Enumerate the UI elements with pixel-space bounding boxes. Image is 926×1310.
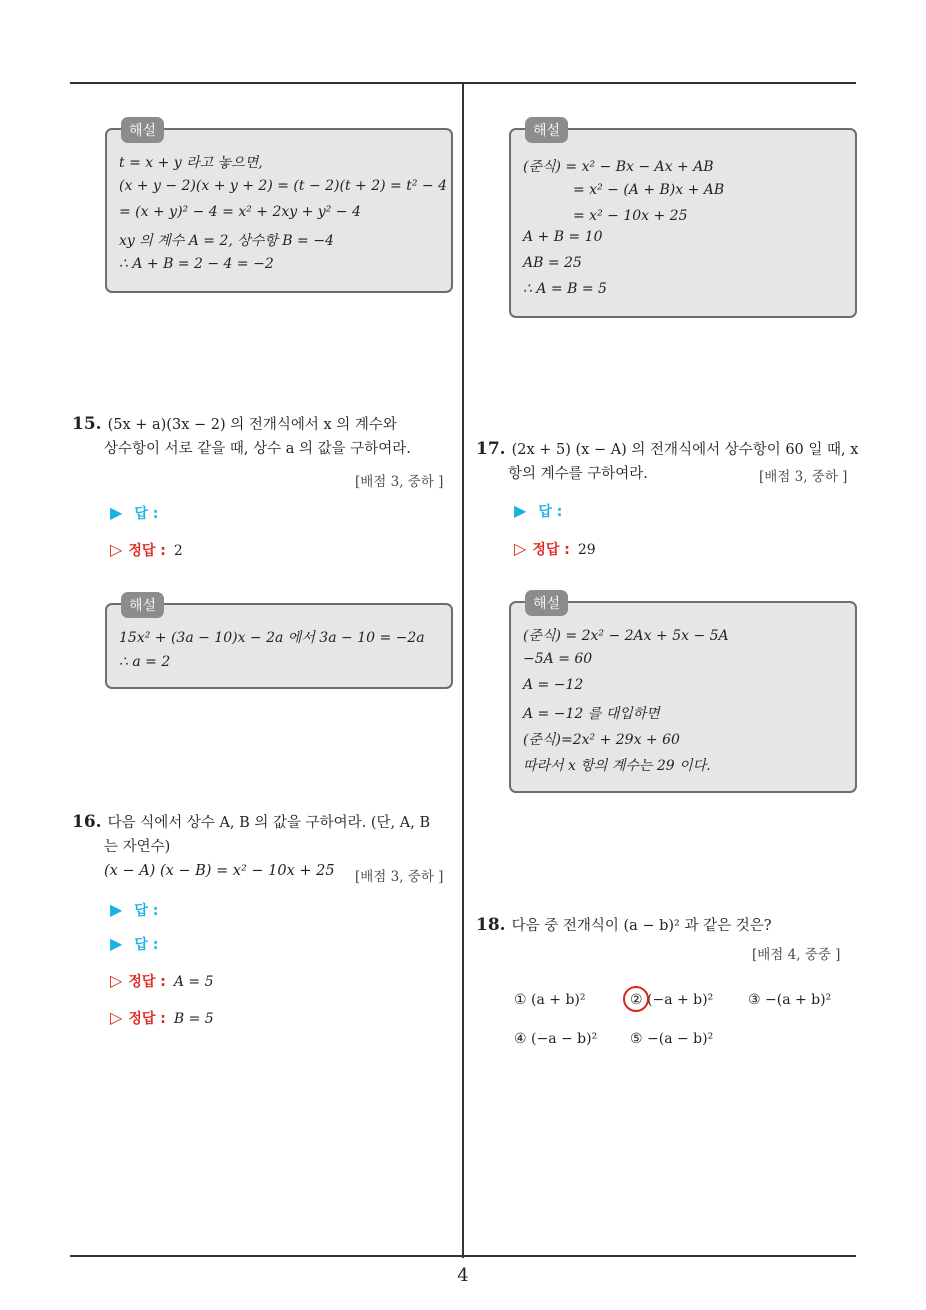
explanation-line: (x + y − 2)(x + y + 2) = (t − 2)(t + 2) = t² − 4 xyxy=(119,178,448,194)
score-label: [배점 3, 중하 ] xyxy=(759,469,848,485)
bottom-rule xyxy=(70,1255,856,1257)
explanation-line: A + B = 10 xyxy=(523,229,603,245)
answer-row[interactable] xyxy=(110,503,158,523)
choice-3[interactable]: ③ −(a + b)² xyxy=(748,992,832,1008)
play-arrow-icon: ▶ xyxy=(514,501,527,520)
play-arrow-icon: ▶ xyxy=(110,900,123,919)
question-text: 상수항이 서로 같을 때, 상수 a 의 값을 구하여라. xyxy=(104,441,411,457)
explanation-line: = x² − 10x + 25 xyxy=(573,208,688,224)
explanation-line: 15x² + (3a − 10)x − 2a 에서 3a − 10 = −2a xyxy=(119,630,425,646)
center-divider xyxy=(462,83,464,1258)
choice-2[interactable]: ② (−a + b)² xyxy=(630,992,714,1008)
explanation-line: t = x + y 라고 놓으면, xyxy=(119,155,263,171)
answer-row-a[interactable] xyxy=(110,900,158,920)
answer-row-b[interactable] xyxy=(110,934,158,954)
explanation-box-16 xyxy=(509,123,857,318)
correct-answer-row-b xyxy=(110,1008,214,1028)
question-number: 17. xyxy=(476,439,506,459)
explanation-line: A = −12 xyxy=(523,677,584,693)
explanation-box-17 xyxy=(509,596,857,793)
score-label: [배점 4, 중중 ] xyxy=(752,947,841,963)
play-arrow-icon: ▶ xyxy=(110,503,123,522)
correct-value: 2 xyxy=(173,543,183,559)
explanation-line: 따라서 x 항의 계수는 29 이다. xyxy=(523,758,711,774)
question-text: (5x + a)(3x − 2) 의 전개식에서 x 의 계수와 xyxy=(107,417,397,433)
question-18 xyxy=(476,913,866,938)
correct-value: B = 5 xyxy=(173,1011,214,1027)
correct-answer-row xyxy=(110,540,183,560)
explanation-tag: 해설 xyxy=(121,592,164,618)
explanation-tag: 해설 xyxy=(525,590,568,616)
explanation-box-14 xyxy=(105,123,453,293)
question-text: (2x + 5) (x − A) 의 전개식에서 상수항이 60 일 때, x xyxy=(511,442,859,458)
triangle-outline-icon: ▷ xyxy=(110,971,123,990)
correct-value: 29 xyxy=(577,542,596,558)
explanation-line: (준식)=2x² + 29x + 60 xyxy=(523,732,680,748)
answer-row[interactable] xyxy=(514,501,562,521)
choice-4[interactable]: ④ (−a − b)² xyxy=(514,1031,598,1047)
answer-label: 답 : xyxy=(538,504,563,520)
choice-1[interactable]: ① (a + b)² xyxy=(514,992,586,1008)
explanation-line: ∴ A = B = 5 xyxy=(523,281,607,297)
explanation-line: (준식) = 2x² − 2Ax + 5x − 5A xyxy=(523,628,729,644)
triangle-outline-icon: ▷ xyxy=(110,540,123,559)
correct-value: A = 5 xyxy=(173,974,214,990)
score-label: [배점 3, 중하 ] xyxy=(355,474,444,490)
explanation-tag: 해설 xyxy=(525,117,568,143)
answer-label: 답 : xyxy=(134,937,159,953)
correct-label: 정답 : xyxy=(128,1011,166,1027)
explanation-box-15 xyxy=(105,598,453,689)
correct-answer-row xyxy=(514,539,596,559)
explanation-line: −5A = 60 xyxy=(523,651,593,667)
question-number: 18. xyxy=(476,915,506,935)
answer-label: 답 : xyxy=(134,903,159,919)
explanation-line: = (x + y)² − 4 = x² + 2xy + y² − 4 xyxy=(119,204,361,220)
explanation-line: xy 의 계수 A = 2, 상수항 B = −4 xyxy=(119,233,334,249)
explanation-line: = x² − (A + B)x + AB xyxy=(573,182,725,198)
answer-label: 답 : xyxy=(134,506,159,522)
play-arrow-icon: ▶ xyxy=(110,934,123,953)
explanation-line: ∴ A + B = 2 − 4 = −2 xyxy=(119,256,274,272)
correct-label: 정답 : xyxy=(128,974,166,990)
question-15 xyxy=(72,412,457,461)
correct-label: 정답 : xyxy=(128,543,166,559)
choice-5[interactable]: ⑤ −(a − b)² xyxy=(630,1031,714,1047)
triangle-outline-icon: ▷ xyxy=(110,1008,123,1027)
question-text: 항의 계수를 구하여라. xyxy=(508,466,648,482)
triangle-outline-icon: ▷ xyxy=(514,539,527,558)
explanation-line: AB = 25 xyxy=(523,255,582,271)
correct-label: 정답 : xyxy=(532,542,570,558)
question-text: 는 자연수) xyxy=(104,839,171,855)
question-formula: (x − A) (x − B) = x² − 10x + 25 xyxy=(104,863,335,879)
question-text: 다음 중 전개식이 (a − b)² 과 같은 것은? xyxy=(511,918,772,934)
explanation-tag: 해설 xyxy=(121,117,164,143)
explanation-line: ∴ a = 2 xyxy=(119,654,171,670)
page-number: 4 xyxy=(457,1265,469,1286)
question-text: 다음 식에서 상수 A, B 의 값을 구하여라. (단, A, B xyxy=(107,815,431,831)
question-number: 15. xyxy=(72,414,102,434)
explanation-line: A = −12 를 대입하면 xyxy=(523,706,660,722)
correct-answer-row-a xyxy=(110,971,214,991)
score-label: [배점 3, 중하 ] xyxy=(355,869,444,885)
explanation-line: (준식) = x² − Bx − Ax + AB xyxy=(523,159,714,175)
question-number: 16. xyxy=(72,812,102,832)
red-circle-mark xyxy=(623,986,649,1012)
